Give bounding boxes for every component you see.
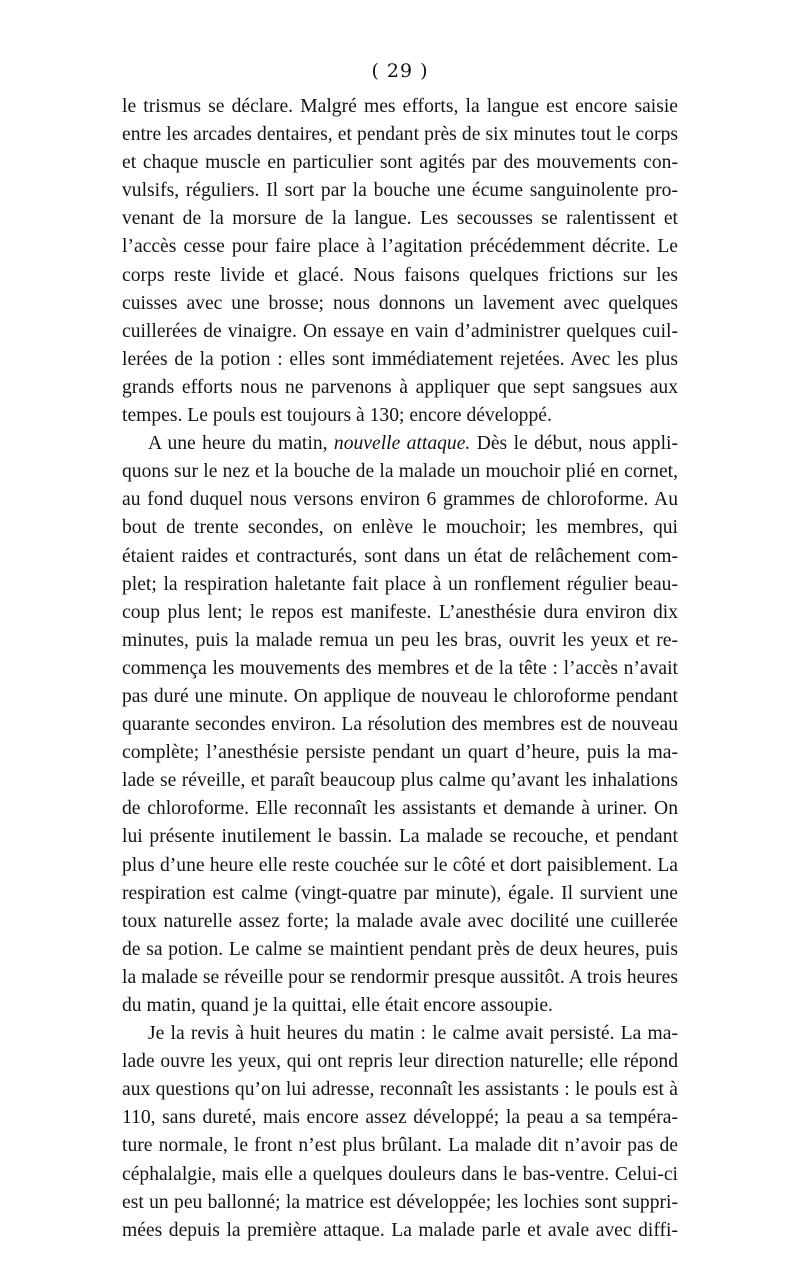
text-line: plus d’une heure elle reste couchée sur le côté et dort paisiblement. La xyxy=(122,854,678,876)
text-line: le trismus se déclare. Malgré mes efforts, la langue est encore saisie xyxy=(122,96,678,117)
text-line: entre les arcades dentaires, et pendant près de six minutes tout le corps xyxy=(122,124,678,146)
text-line: lui présente inutilement le bassin. La malade se recouche, et pendant xyxy=(122,826,678,848)
text-line: cuillerées de vinaigre. On essaye en vain d’administrer quelques cuil- xyxy=(122,320,678,342)
text-line: de sa potion. Le calme se maintient pendant près de deux heures, puis xyxy=(122,938,678,960)
text-line: tempes. Le pouls est toujours à 130; encore développé. xyxy=(122,405,552,427)
body-text xyxy=(122,93,678,1245)
text-line: quons sur le nez et la bouche de la malade un mouchoir plié en cornet, xyxy=(122,461,678,483)
page-number: ( 29 ) xyxy=(371,60,429,82)
text-line: l’accès cesse pour faire place à l’agitation précédemment décrite. Le xyxy=(122,236,678,258)
text-line: 110, sans dureté, mais encore assez développé; la peau a sa tempéra- xyxy=(122,1107,678,1129)
text-line: grands efforts nous ne parvenons à appliquer que sept sangsues aux xyxy=(122,376,678,398)
text-line: aux questions qu’on lui adresse, reconnaît les assistants : le pouls est à xyxy=(122,1079,678,1101)
text-line: minutes, puis la malade remua un peu les bras, ouvrit les yeux et re- xyxy=(122,629,678,651)
italic-emphasis: nouvelle attaque. xyxy=(333,433,471,455)
text-line: bout de trente secondes, on enlève le mouchoir; les membres, qui xyxy=(122,517,678,539)
paragraph xyxy=(122,93,678,430)
paragraph xyxy=(122,1020,678,1245)
text-line: au fond duquel nous versons environ 6 grammes de chloroforme. Au xyxy=(122,489,678,511)
text-line: du matin, quand je la quittai, elle était encore assoupie. xyxy=(122,995,553,1016)
text-line: lade se réveille, et paraît beaucoup plus calme qu’avant les inhalations xyxy=(122,770,678,792)
text-line: coup plus lent; le repos est manifeste. L’anesthésie dura environ dix xyxy=(122,601,678,623)
text-line: lerées de la potion : elles sont immédiatement rejetées. Avec les plus xyxy=(122,348,678,370)
text-line: quarante secondes environ. La résolution des membres est de nouveau xyxy=(122,714,678,736)
text-line: plet; la respiration haletante fait place à un ronflement régulier beau- xyxy=(122,573,678,595)
text-line: mées depuis la première attaque. La malade parle et avale avec diffi- xyxy=(122,1219,678,1241)
text-line: céphalalgie, mais elle a quelques douleurs dans le bas-ventre. Celui-ci xyxy=(122,1163,678,1185)
text-line: cuisses avec une brosse; nous donnons un lavement avec quelques xyxy=(122,292,678,314)
text-line: vulsifs, réguliers. Il sort par la bouche une écume sanguinolente pro- xyxy=(122,180,678,202)
text-line: commença les mouvements des membres et de la tête : l’accès n’avait xyxy=(122,657,678,679)
text-line: est un peu ballonné; la matrice est développée; les lochies sont suppri- xyxy=(122,1191,678,1213)
text-line: respiration est calme (vingt-quatre par minute), égale. Il survient une xyxy=(122,882,678,904)
text-line: corps reste livide et glacé. Nous faisons quelques frictions sur les xyxy=(122,264,678,286)
text-line: A une heure du matin, nouvelle attaque. Dès le début, nous appli- xyxy=(148,433,678,455)
text-line: et chaque muscle en particulier sont agités par des mouvements con- xyxy=(122,152,678,174)
text-line: de chloroforme. Elle reconnaît les assistants et demande à uriner. On xyxy=(122,798,678,820)
text-line: la malade se réveille pour se rendormir presque aussitôt. A trois heures xyxy=(122,966,678,988)
text-line: lade ouvre les yeux, qui ont repris leur direction naturelle; elle répond xyxy=(122,1051,678,1073)
text-line: complète; l’anesthésie persiste pendant un quart d’heure, puis la ma- xyxy=(122,742,678,764)
text-line: Je la revis à huit heures du matin : le calme avait persisté. La ma- xyxy=(148,1023,678,1045)
paragraph xyxy=(122,430,678,1020)
text-line: ture normale, le front n’est plus brûlant. La malade dit n’avoir pas de xyxy=(122,1135,678,1157)
text-line: toux naturelle assez forte; la malade avale avec docilité une cuillerée xyxy=(122,910,678,932)
text-line: venant de la morsure de la langue. Les secousses se ralentissent et xyxy=(122,208,678,230)
text-line: étaient raides et contracturés, sont dans un état de relâchement com- xyxy=(122,545,678,567)
text-line: pas duré une minute. On applique de nouveau le chloroforme pendant xyxy=(122,685,678,707)
